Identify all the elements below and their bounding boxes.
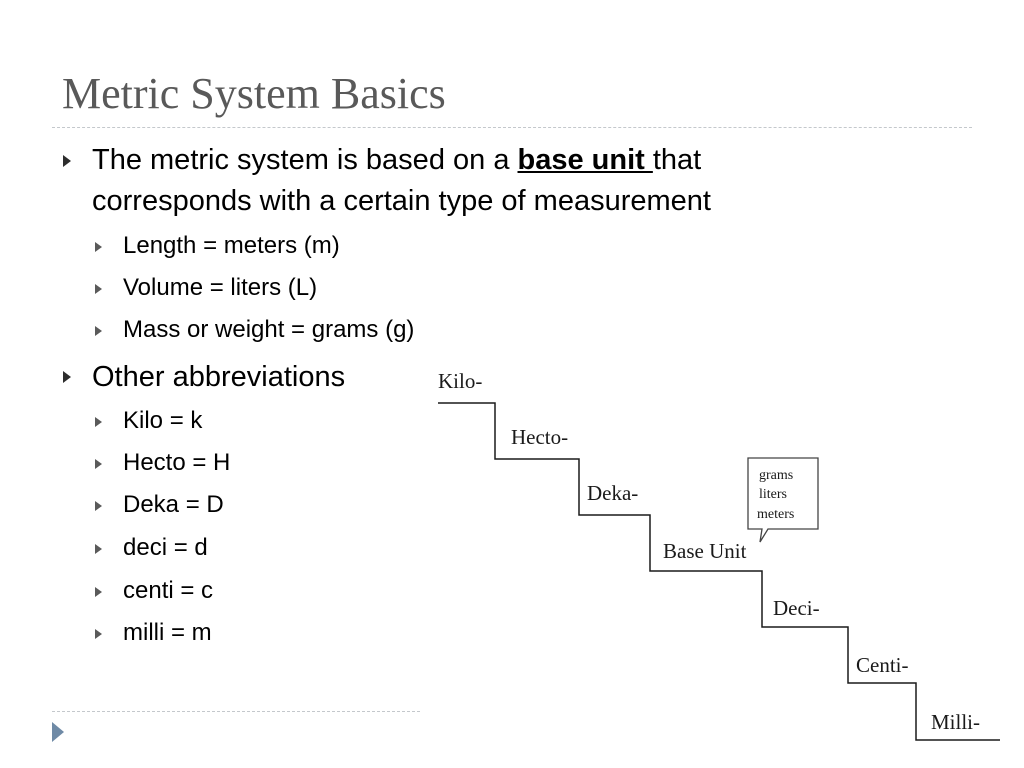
base-unit-callout bbox=[748, 458, 818, 542]
bullet-1-suffix: that bbox=[652, 144, 702, 176]
callout-meters: meters bbox=[757, 507, 795, 522]
staircase-line bbox=[438, 403, 1000, 740]
sub-bullet-milli: milli = m bbox=[123, 619, 212, 646]
bullet-1-prefix: The metric system is based on a bbox=[92, 144, 518, 176]
sub-bullet-mass: Mass or weight = grams (g) bbox=[123, 316, 415, 343]
bullet-1-line-2: corresponds with a certain type of measurement bbox=[92, 185, 711, 217]
step-deci: Deci- bbox=[773, 596, 820, 620]
bullet-1-base-unit: base unit bbox=[517, 144, 653, 176]
sub-bullet-kilo: Kilo = k bbox=[123, 407, 203, 434]
play-icon[interactable] bbox=[52, 722, 64, 742]
sub-bullet-centi: centi = c bbox=[123, 577, 214, 604]
sub-bullet-hecto: Hecto = H bbox=[123, 449, 231, 476]
slide-title: Metric System Basics bbox=[62, 69, 446, 118]
step-hecto: Hecto- bbox=[511, 425, 569, 449]
step-deka: Deka- bbox=[587, 481, 639, 505]
callout-grams: grams bbox=[759, 468, 794, 483]
bullet-2-text: Other abbreviations bbox=[92, 361, 346, 393]
sub-bullet-deka: Deka = D bbox=[123, 491, 224, 518]
step-kilo: Kilo- bbox=[438, 369, 483, 393]
footer-divider bbox=[52, 711, 420, 712]
step-milli: Milli- bbox=[931, 710, 981, 734]
sub-bullet-length: Length = meters (m) bbox=[123, 232, 340, 259]
step-centi: Centi- bbox=[856, 653, 909, 677]
sub-bullet-deci: deci = d bbox=[123, 534, 208, 561]
sub-bullet-volume: Volume = liters (L) bbox=[123, 274, 318, 301]
callout-liters: liters bbox=[759, 487, 787, 502]
step-base-unit: Base Unit bbox=[663, 539, 747, 563]
